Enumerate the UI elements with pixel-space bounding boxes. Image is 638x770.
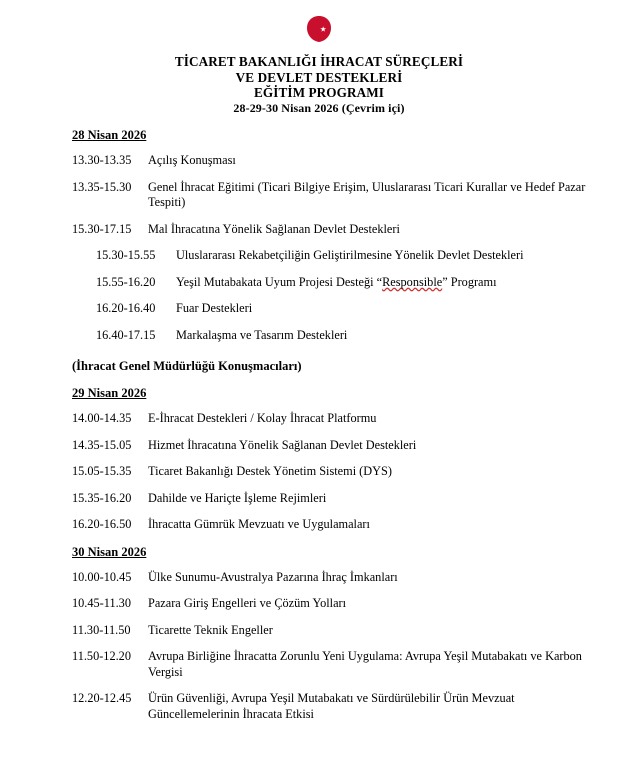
item-description: [176, 275, 608, 291]
item-time: 13.30-13.35: [72, 153, 132, 168]
schedule-item: [72, 438, 608, 454]
program-content: [0, 128, 638, 722]
item-time: 16.40-17.15: [96, 327, 156, 342]
schedule-item: [72, 649, 608, 680]
schedule-item: [72, 411, 608, 427]
item-description: Pazara Giriş Engelleri ve Çözüm Yolları: [148, 596, 347, 611]
schedule-item: [72, 691, 608, 722]
schedule-item: [72, 570, 608, 586]
item-time: 15.35-16.20: [72, 490, 132, 505]
schedule-item: [72, 517, 608, 533]
title-line-2: VE DEVLET DESTEKLERİ: [235, 69, 403, 85]
schedule-item: [72, 222, 608, 238]
schedule-item: [72, 464, 608, 480]
day-note: (İhracat Genel Müdürlüğü Konuşmacıları): [72, 359, 302, 374]
item-description-prefix: Yeşil Mutabakata Uyum Projesi Desteği “: [176, 274, 383, 289]
schedule-item: [72, 248, 608, 264]
title-line-1: TİCARET BAKANLIĞI İHRACAT SÜREÇLERİ: [174, 54, 464, 69]
item-description: Ticarette Teknik Engeller: [148, 622, 273, 637]
item-time: 11.30-11.50: [72, 622, 131, 637]
item-description: Markalaşma ve Tasarım Destekleri: [176, 327, 348, 342]
item-description: Avrupa Birliğine İhracatta Zorunlu Yeni Uygulama: Avrupa Yeşil Mutabakatı ve Karbon Vergisi: [148, 649, 582, 679]
spellcheck-flagged-word: Responsible: [382, 274, 443, 289]
item-time: 12.20-12.45: [72, 691, 132, 706]
logo-container: [0, 0, 638, 48]
item-description: İhracatta Gümrük Mevzuatı ve Uygulamaları: [148, 517, 370, 532]
title-line-3: EĞİTİM PROGRAMI: [253, 85, 385, 101]
title-line-4: 28-29-30 Nisan 2026 (Çevrim içi): [233, 100, 405, 115]
item-time: 10.00-10.45: [72, 569, 132, 584]
item-description: Ülke Sunumu-Avustralya Pazarına İhraç İmkanları: [148, 569, 398, 584]
schedule-item: [72, 275, 608, 291]
item-time: 15.05-15.35: [72, 464, 132, 479]
item-description: E-İhracat Destekleri / Kolay İhracat Platformu: [148, 411, 377, 426]
schedule-item: [72, 301, 608, 317]
item-description: Mal İhracatına Yönelik Sağlanan Devlet Destekleri: [148, 221, 400, 236]
item-time: 15.55-16.20: [96, 274, 156, 289]
day-heading: 30 Nisan 2026: [72, 544, 147, 559]
item-time: 14.35-15.05: [72, 437, 132, 452]
item-time: 16.20-16.50: [72, 517, 132, 532]
item-description: Uluslararası Rekabetçiliğin Geliştirilmesine Yönelik Devlet Destekleri: [176, 248, 524, 263]
item-time: 10.45-11.30: [72, 596, 131, 611]
turkish-flag-crescent-star-emblem-icon: [304, 14, 334, 44]
schedule-item: [72, 491, 608, 507]
schedule-item: [72, 596, 608, 612]
schedule-item: [72, 328, 608, 344]
schedule-item: [72, 180, 608, 211]
day-heading: 28 Nisan 2026: [72, 128, 147, 143]
schedule-item: [72, 623, 608, 639]
item-time: 11.50-12.20: [72, 649, 131, 664]
day-heading: 29 Nisan 2026: [72, 386, 147, 401]
item-description: Genel İhracat Eğitimi (Ticari Bilgiye Erişim, Uluslararası Ticari Kurallar ve Hedef Pazar Tespiti): [148, 179, 586, 210]
item-description: Fuar Destekleri: [176, 301, 253, 316]
schedule-item: [72, 153, 608, 169]
item-description: Dahilde ve Hariçte İşleme Rejimleri: [148, 490, 327, 505]
item-description: Ürün Güvenliği, Avrupa Yeşil Mutabakatı ve Sürdürülebilir Ürün Mevzuat Güncellemelerinin İhracata Etkisi: [148, 691, 515, 721]
item-time: 16.20-16.40: [96, 301, 156, 316]
item-time: 13.35-15.30: [72, 179, 132, 194]
item-description: Hizmet İhracatına Yönelik Sağlanan Devlet Destekleri: [148, 437, 417, 452]
item-time: 14.00-14.35: [72, 411, 132, 426]
item-description: Ticaret Bakanlığı Destek Yönetim Sistemi (DYS): [148, 464, 392, 479]
item-description-suffix: ” Programı: [442, 274, 497, 289]
item-time: 15.30-17.15: [72, 221, 132, 236]
page-title: [0, 54, 638, 116]
item-time: 15.30-15.55: [96, 248, 156, 263]
item-description: Açılış Konuşması: [148, 153, 236, 168]
